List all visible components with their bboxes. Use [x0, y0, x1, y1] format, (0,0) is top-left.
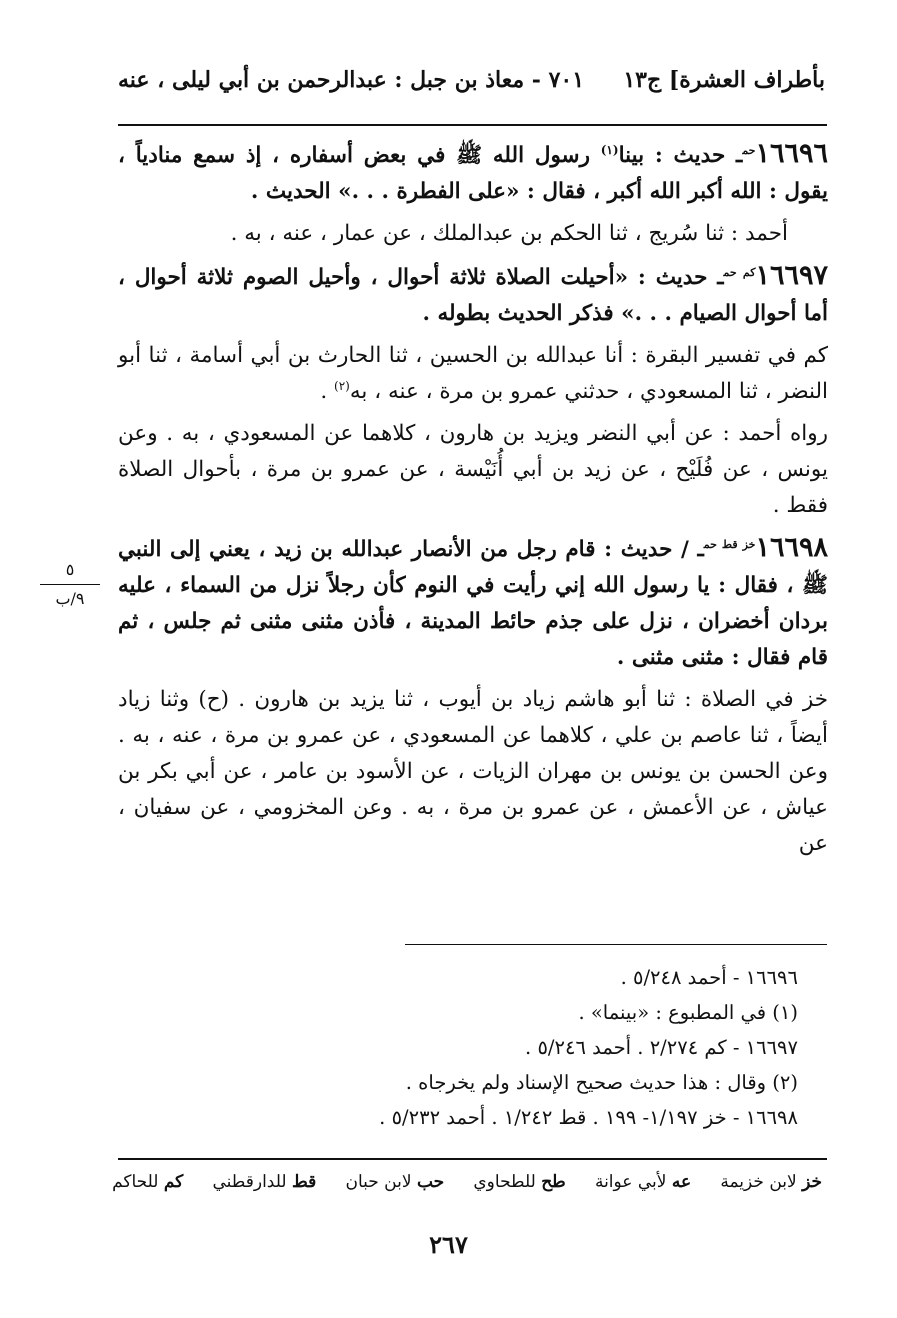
- legend-name: لابن حبان: [345, 1172, 412, 1192]
- legend-code: قط: [291, 1172, 317, 1192]
- running-header: [118, 60, 825, 100]
- legend-name: لأبي عوانة: [594, 1172, 667, 1192]
- header-volume: بأطراف العشرة] ج١٣: [623, 67, 825, 93]
- source-abbr: كم حم: [723, 265, 756, 279]
- abbreviation-legend: [112, 1172, 822, 1192]
- isnad-paragraph: [118, 216, 828, 252]
- hadith-number: ١٦٦٩٦: [755, 138, 828, 169]
- folio-top: ٥: [65, 560, 75, 579]
- hadith-text: ـ حديث : «أحيلت الصلاة ثلاثة أحوال ، وأحيل الصوم ثلاثة أحوال ، أما أحوال الصيام . . .» فذكر الحديث بطوله .: [118, 265, 828, 326]
- hadith-entry-16698: [118, 530, 828, 676]
- main-text: [118, 136, 828, 868]
- isnad-paragraph: [118, 338, 828, 410]
- hadith-text: ـ / حديث : قام رجل من الأنصار عبدالله بن زيد ، يعني إلى النبي ﷺ ، فقال : يا رسول الله إني رأيت في النوم كأن رجلاً نزل من السماء ، عليه بردان أخضران ، نزل على جذم حائط المدينة ، فأذن مثنى مثنى ثم جلس ، ثم قام فقال : مثنى مثنى .: [118, 537, 828, 670]
- legend-name: للدارقطني: [212, 1172, 287, 1192]
- legend-name: لابن خزيمة: [720, 1172, 797, 1192]
- source-abbr: خز قط حم: [703, 537, 756, 551]
- hadith-number: ١٦٦٩٧: [755, 260, 828, 291]
- header-rule: [118, 124, 827, 126]
- manuscript-folio-note: [40, 560, 100, 609]
- legend-item: [345, 1172, 444, 1192]
- legend-code: خز: [802, 1172, 822, 1192]
- legend-item: [595, 1172, 691, 1192]
- legend-code: عه: [671, 1172, 692, 1192]
- folio-bottom: ٩/ب: [55, 589, 85, 608]
- isnad-text: خز في الصلاة : ثنا أبو هاشم زياد بن أيوب ، ثنا يزيد بن هارون . (ح) وثنا زياد أيضاً ، ثنا عاصم بن علي ، كلاهما عن المسعودي ، عن عمرو بن مرة ، عنه ، به . وعن الحسن بن يونس بن مهران الزيات ، عن الأسود بن عامر ، عن أبي بكر بن عياش ، عن الأعمش ، عن عمرو بن مرة ، به . وعن المخزومي ، عن سفيان ، عن: [118, 687, 828, 856]
- footnote-rule: [405, 944, 827, 945]
- header-chapter: ٧٠١ - معاذ بن جبل : عبدالرحمن بن أبي ليلى ، عنه: [118, 67, 585, 93]
- isnad-text: رواه أحمد : عن أبي النضر ويزيد بن هارون ، كلاهما عن المسعودي ، به . وعن يونس ، عن فُلَيْح ، عن زيد بن أبي أُنَيْسة ، عن عمرو بن مرة ، بأحوال الصلاة فقط .: [118, 421, 828, 518]
- source-abbr: حم: [742, 143, 756, 157]
- footnote-ref: (٢): [334, 378, 350, 393]
- footnote-item: ١٦٦٩٨ - خز ١/١٩٧- ١٩٩ . قط ١/٢٤٢ . أحمد ٥/٢٣٢ .: [379, 1106, 798, 1129]
- isnad-text: أحمد : ثنا سُريج ، ثنا الحكم بن عبدالملك ، عن عمار ، عنه ، به .: [230, 221, 788, 246]
- legend-code: كم: [163, 1172, 184, 1192]
- hadith-text-cont: رسول الله ﷺ في بعض أسفاره ، إذ سمع منادياً ، يقول : الله أكبر الله أكبر ، فقال : «على الفطرة . . .» الحديث .: [118, 143, 828, 204]
- footnote-item: (١) في المطبوع : «بينما» .: [578, 1001, 798, 1024]
- legend-code: طح: [541, 1172, 566, 1192]
- legend-name: للحاكم: [112, 1172, 159, 1192]
- legend-item: [213, 1172, 317, 1192]
- legend-rule: [118, 1158, 827, 1160]
- footnote-item: ١٦٦٩٧ - كم ٢/٢٧٤ . أحمد ٥/٢٤٦ .: [525, 1036, 798, 1059]
- isnad-paragraph: [118, 682, 828, 862]
- legend-name: للطحاوي: [473, 1172, 536, 1192]
- isnad-text: كم في تفسير البقرة : أنا عبدالله بن الحسين ، ثنا الحارث بن أبي أسامة ، ثنا أبو النضر ، ثنا المسعودي ، حدثني عمرو بن مرة ، عنه ، به: [118, 343, 828, 404]
- hadith-entry-16697: [118, 258, 828, 332]
- footnote-item: (٢) وقال : هذا حديث صحيح الإسناد ولم يخرجاه .: [405, 1071, 798, 1094]
- legend-item: [720, 1172, 822, 1192]
- hadith-number: ١٦٦٩٨: [755, 532, 829, 563]
- isnad-end: .: [320, 379, 335, 404]
- footnotes: [118, 960, 798, 1135]
- legend-item: [112, 1172, 183, 1192]
- folio-divider: [40, 584, 100, 585]
- hadith-text: ـ حديث : بينا: [618, 143, 743, 168]
- isnad-paragraph: [118, 416, 828, 524]
- legend-item: [473, 1172, 565, 1192]
- footnote-item: ١٦٦٩٦ - أحمد ٥/٢٤٨ .: [620, 966, 798, 989]
- hadith-entry-16696: [118, 136, 828, 210]
- legend-code: حب: [416, 1172, 445, 1192]
- footnote-ref: (١): [600, 142, 619, 157]
- page-number: ٢٦٧: [429, 1230, 468, 1259]
